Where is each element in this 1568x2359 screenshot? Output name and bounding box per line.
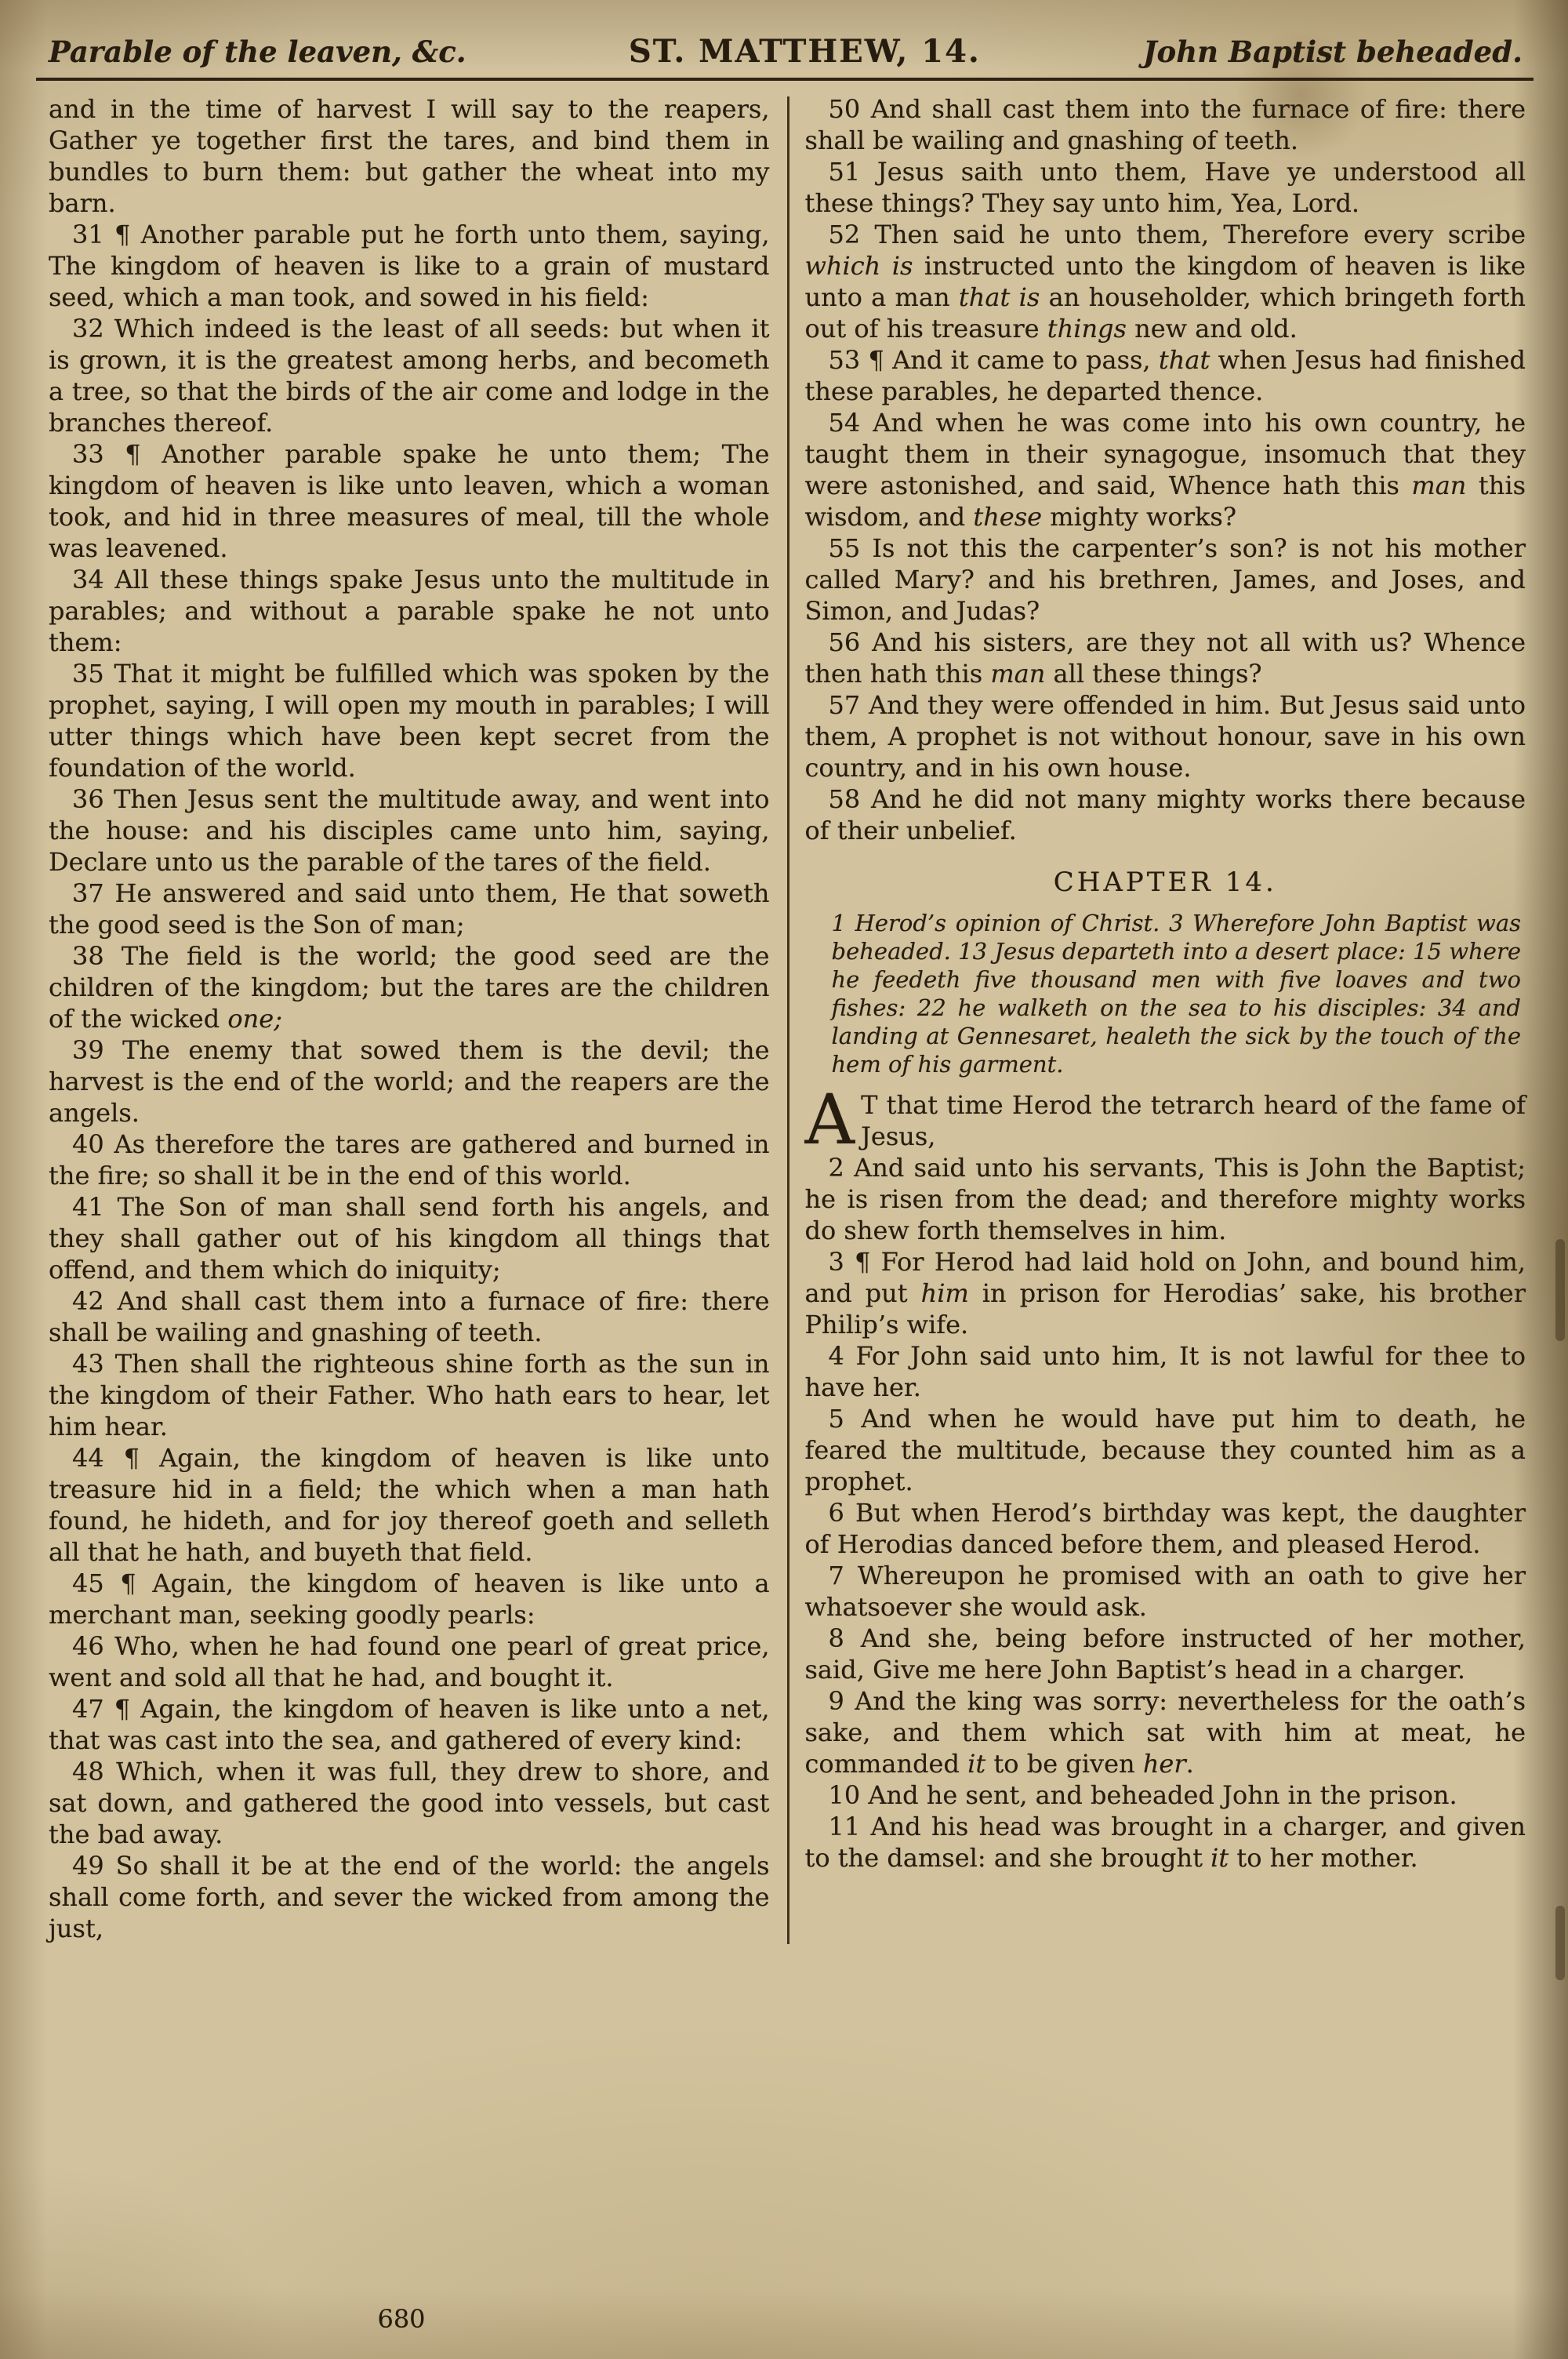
verse: 47 ¶ Again, the kingdom of heaven is like unto a net, that was cast into the sea, and gathered of every kind: (49, 1694, 770, 1755)
pilcrow-mark: ¶ (855, 1247, 881, 1277)
verse: 43 Then shall the righteous shine forth as the sun in the kingdom of their Father. Who hath ears to hear, let him hear. (49, 1349, 770, 1441)
verse-number: 11 (828, 1812, 871, 1841)
verse: and in the time of harvest I will say to the reapers, Gather ye together first the tares, and bind them in bundles to burn them: but gather the wheat into my barn. (49, 94, 770, 218)
verse-number: 53 (828, 345, 869, 375)
verse: 51 Jesus saith unto them, Have ye understood all these things? They say unto him, Yea, Lord. (804, 157, 1526, 218)
running-header (0, 0, 1568, 70)
verse: 46 Who, when he had found one pearl of great price, went and sold all that he had, and bought it. (49, 1631, 770, 1692)
pilcrow-mark: ¶ (114, 220, 141, 249)
right-column (805, 93, 1526, 1944)
verse-number: 40 (72, 1129, 114, 1159)
pilcrow-mark: ¶ (114, 1694, 141, 1724)
verse: 37 He answered and said unto them, He that soweth the good seed is the Son of man; (49, 878, 770, 940)
header-left-title: Parable of the leaven, &c. (49, 35, 466, 69)
verse-number: 48 (72, 1757, 117, 1787)
verse-number: 34 (72, 565, 115, 594)
column-divider (787, 96, 789, 1944)
verse: 58 And he did not many mighty works there because of their unbelief. (804, 784, 1526, 845)
verse: 57 And they were offended in him. But Jesus said unto them, A prophet is not without honour, save in his own country, and in his own house. (804, 690, 1526, 783)
verse-number: 46 (72, 1631, 114, 1661)
verse-number: 54 (828, 408, 873, 438)
verse: 41 The Son of man shall send forth his angels, and they shall gather out of his kingdom all things that offend, and them which do iniquity; (49, 1192, 770, 1285)
verse-number: 50 (828, 94, 871, 124)
verse-number: 38 (72, 941, 122, 971)
verse: 4 For John said unto him, It is not lawful for thee to have her. (804, 1341, 1526, 1402)
verse-number: 45 (72, 1568, 121, 1598)
text-columns (0, 81, 1568, 1944)
verse: 56 And his sisters, are they not all with us? Whence then hath this man all these things? (804, 627, 1526, 689)
verse-number: 3 (828, 1247, 855, 1277)
verse-number: 35 (72, 659, 114, 689)
verse: 31 ¶ Another parable put he forth unto them, saying, The kingdom of heaven is like to a grain of mustard seed, which a man took, and sowed in his field: (49, 220, 770, 312)
verse: 11 And his head was brought in a charger, and given to the damsel: and she brought it to her mother. (804, 1812, 1526, 1873)
chapter-heading: CHAPTER 14. (1053, 867, 1277, 898)
verse: 40 As therefore the tares are gathered and burned in the fire; so shall it be in the end of this world. (49, 1129, 770, 1190)
verse: 44 ¶ Again, the kingdom of heaven is like unto treasure hid in a field; the which when a man hath found, he hideth, and for joy thereof goeth and selleth all that he hath, and buyeth that field. (49, 1443, 770, 1567)
pilcrow-mark: ¶ (868, 345, 893, 375)
left-column (49, 93, 770, 1944)
verse-number: 57 (828, 690, 869, 720)
pilcrow-mark: ¶ (125, 439, 162, 469)
verse: 35 That it might be fulfilled which was spoken by the prophet, saying, I will open my mouth in parables; I will utter things which have been kept secret from the foundation of the world. (49, 659, 770, 783)
verse-number: 4 (828, 1341, 856, 1371)
verse-number: 41 (72, 1192, 118, 1222)
verse-number: 33 (72, 439, 125, 469)
header-right-title: John Baptist beheaded. (1143, 35, 1523, 69)
verse-number: 56 (828, 627, 873, 657)
verse: 36 Then Jesus sent the multitude away, and went into the house: and his disciples came unto him, saying, Declare unto us the parable of the tares of the field. (49, 784, 770, 877)
verse: 2 And said unto his servants, This is John the Baptist; he is risen from the dead; and therefore mighty works do shew forth themselves in him. (804, 1153, 1526, 1245)
verse: 49 So shall it be at the end of the world: the angels shall come forth, and sever the wicked from among the just, (49, 1851, 770, 1943)
verse: 48 Which, when it was full, they drew to shore, and sat down, and gathered the good into vessels, but cast the bad away. (49, 1757, 770, 1849)
verse: 55 Is not this the carpenter’s son? is not his mother called Mary? and his brethren, James, and Joses, and Simon, and Judas? (804, 533, 1526, 626)
verse-number: 39 (72, 1035, 123, 1065)
page-number: 680 (377, 2304, 426, 2334)
verse: 42 And shall cast them into a furnace of fire: there shall be wailing and gnashing of teeth. (49, 1286, 770, 1347)
verse: 53 ¶ And it came to pass, that when Jesus had finished these parables, he departed thence. (804, 345, 1526, 406)
verse: 9 And the king was sorry: nevertheless for the oath’s sake, and them which sat with him at meat, he commanded it to be given her. (804, 1686, 1526, 1779)
pilcrow-mark: ¶ (120, 1568, 153, 1598)
verse: 32 Which indeed is the least of all seeds: but when it is grown, it is the greatest among herbs, and becometh a tree, so that the birds of the air come and lodge in the branches thereof. (49, 314, 770, 438)
verse-number: 9 (828, 1686, 855, 1716)
pilcrow-mark: ¶ (123, 1443, 160, 1473)
verse: 5 And when he would have put him to death, he feared the multitude, because they counted him as a prophet. (804, 1404, 1526, 1496)
verse-number: 52 (828, 220, 875, 249)
verse-number: 6 (828, 1498, 856, 1528)
page-edge-mark (1555, 1906, 1565, 1980)
verse-number: 58 (828, 784, 871, 814)
verse-number: 10 (828, 1780, 869, 1810)
verse-number: 7 (828, 1561, 858, 1590)
verse-number: 55 (828, 533, 873, 563)
verse-number: 42 (72, 1286, 118, 1316)
chapter-summary: 1 Herod’s opinion of Christ. 3 Wherefore John Baptist was beheaded. 13 Jesus departeth into a desert place: 15 where he feedeth five thousand men with five loaves and two fishes: 22 he walketh on the sea to his disciples: 34 and landing at Gennesaret, healeth the sick by the touch of the hem of his garment. (831, 910, 1521, 1078)
verse: 3 ¶ For Herod had laid hold on John, and bound him, and put him in prison for Herodias’ sake, his brother Philip’s wife. (804, 1247, 1526, 1339)
verse-number: 44 (72, 1443, 124, 1473)
verse-number: 51 (828, 157, 877, 187)
verse-number: 36 (72, 784, 114, 814)
verse-number: 47 (72, 1694, 114, 1724)
verse: 50 And shall cast them into the furnace of fire: there shall be wailing and gnashing of teeth. (804, 94, 1526, 155)
verse: 6 But when Herod’s birthday was kept, the daughter of Herodias danced before them, and pleased Herod. (804, 1498, 1526, 1559)
verse-number: 43 (72, 1349, 115, 1379)
verse-number: 5 (828, 1404, 862, 1434)
verse: 38 The field is the world; the good seed are the children of the kingdom; but the tares are the children of the wicked one; (49, 941, 770, 1034)
verse: A T that time Herod the tetrarch heard of the fame of Jesus, (804, 1079, 1526, 1160)
verse: 33 ¶ Another parable spake he unto them; The kingdom of heaven is like unto leaven, which a woman took, and hid in three measures of meal, till the whole was leavened. (49, 439, 770, 563)
verse-number: 32 (72, 314, 114, 343)
verse-number: 2 (828, 1153, 855, 1183)
verse-number: 37 (72, 878, 115, 908)
verse-number: 49 (72, 1851, 116, 1881)
verse: 7 Whereupon he promised with an oath to give her whatsoever she would ask. (804, 1561, 1526, 1622)
verse-number: 8 (828, 1623, 861, 1653)
verse: 39 The enemy that sowed them is the devil; the harvest is the end of the world; and the reapers are the angels. (49, 1035, 770, 1128)
verse-number: 31 (72, 220, 114, 249)
header-book-title: ST. MATTHEW, 14. (628, 33, 981, 70)
verse: 8 And she, being before instructed of her mother, said, Give me here John Baptist’s head in a charger. (804, 1623, 1526, 1685)
verse: 45 ¶ Again, the kingdom of heaven is like unto a merchant man, seeking goodly pearls: (49, 1568, 770, 1630)
verse: 52 Then said he unto them, Therefore every scribe which is instructed unto the kingdom of heaven is like unto a man that is an householder, which bringeth forth out of his treasure things new and old. (804, 220, 1526, 343)
verse: 34 All these things spake Jesus unto the multitude in parables; and without a parable spake he not unto them: (49, 565, 770, 657)
drop-cap: A (804, 1079, 855, 1160)
verse: 54 And when he was come into his own country, he taught them in their synagogue, insomuch that they were astonished, and said, Whence hath this man this wisdom, and these mighty works? (804, 408, 1526, 532)
page-edge-mark (1555, 1239, 1565, 1341)
verse: 10 And he sent, and beheaded John in the prison. (828, 1780, 1457, 1810)
